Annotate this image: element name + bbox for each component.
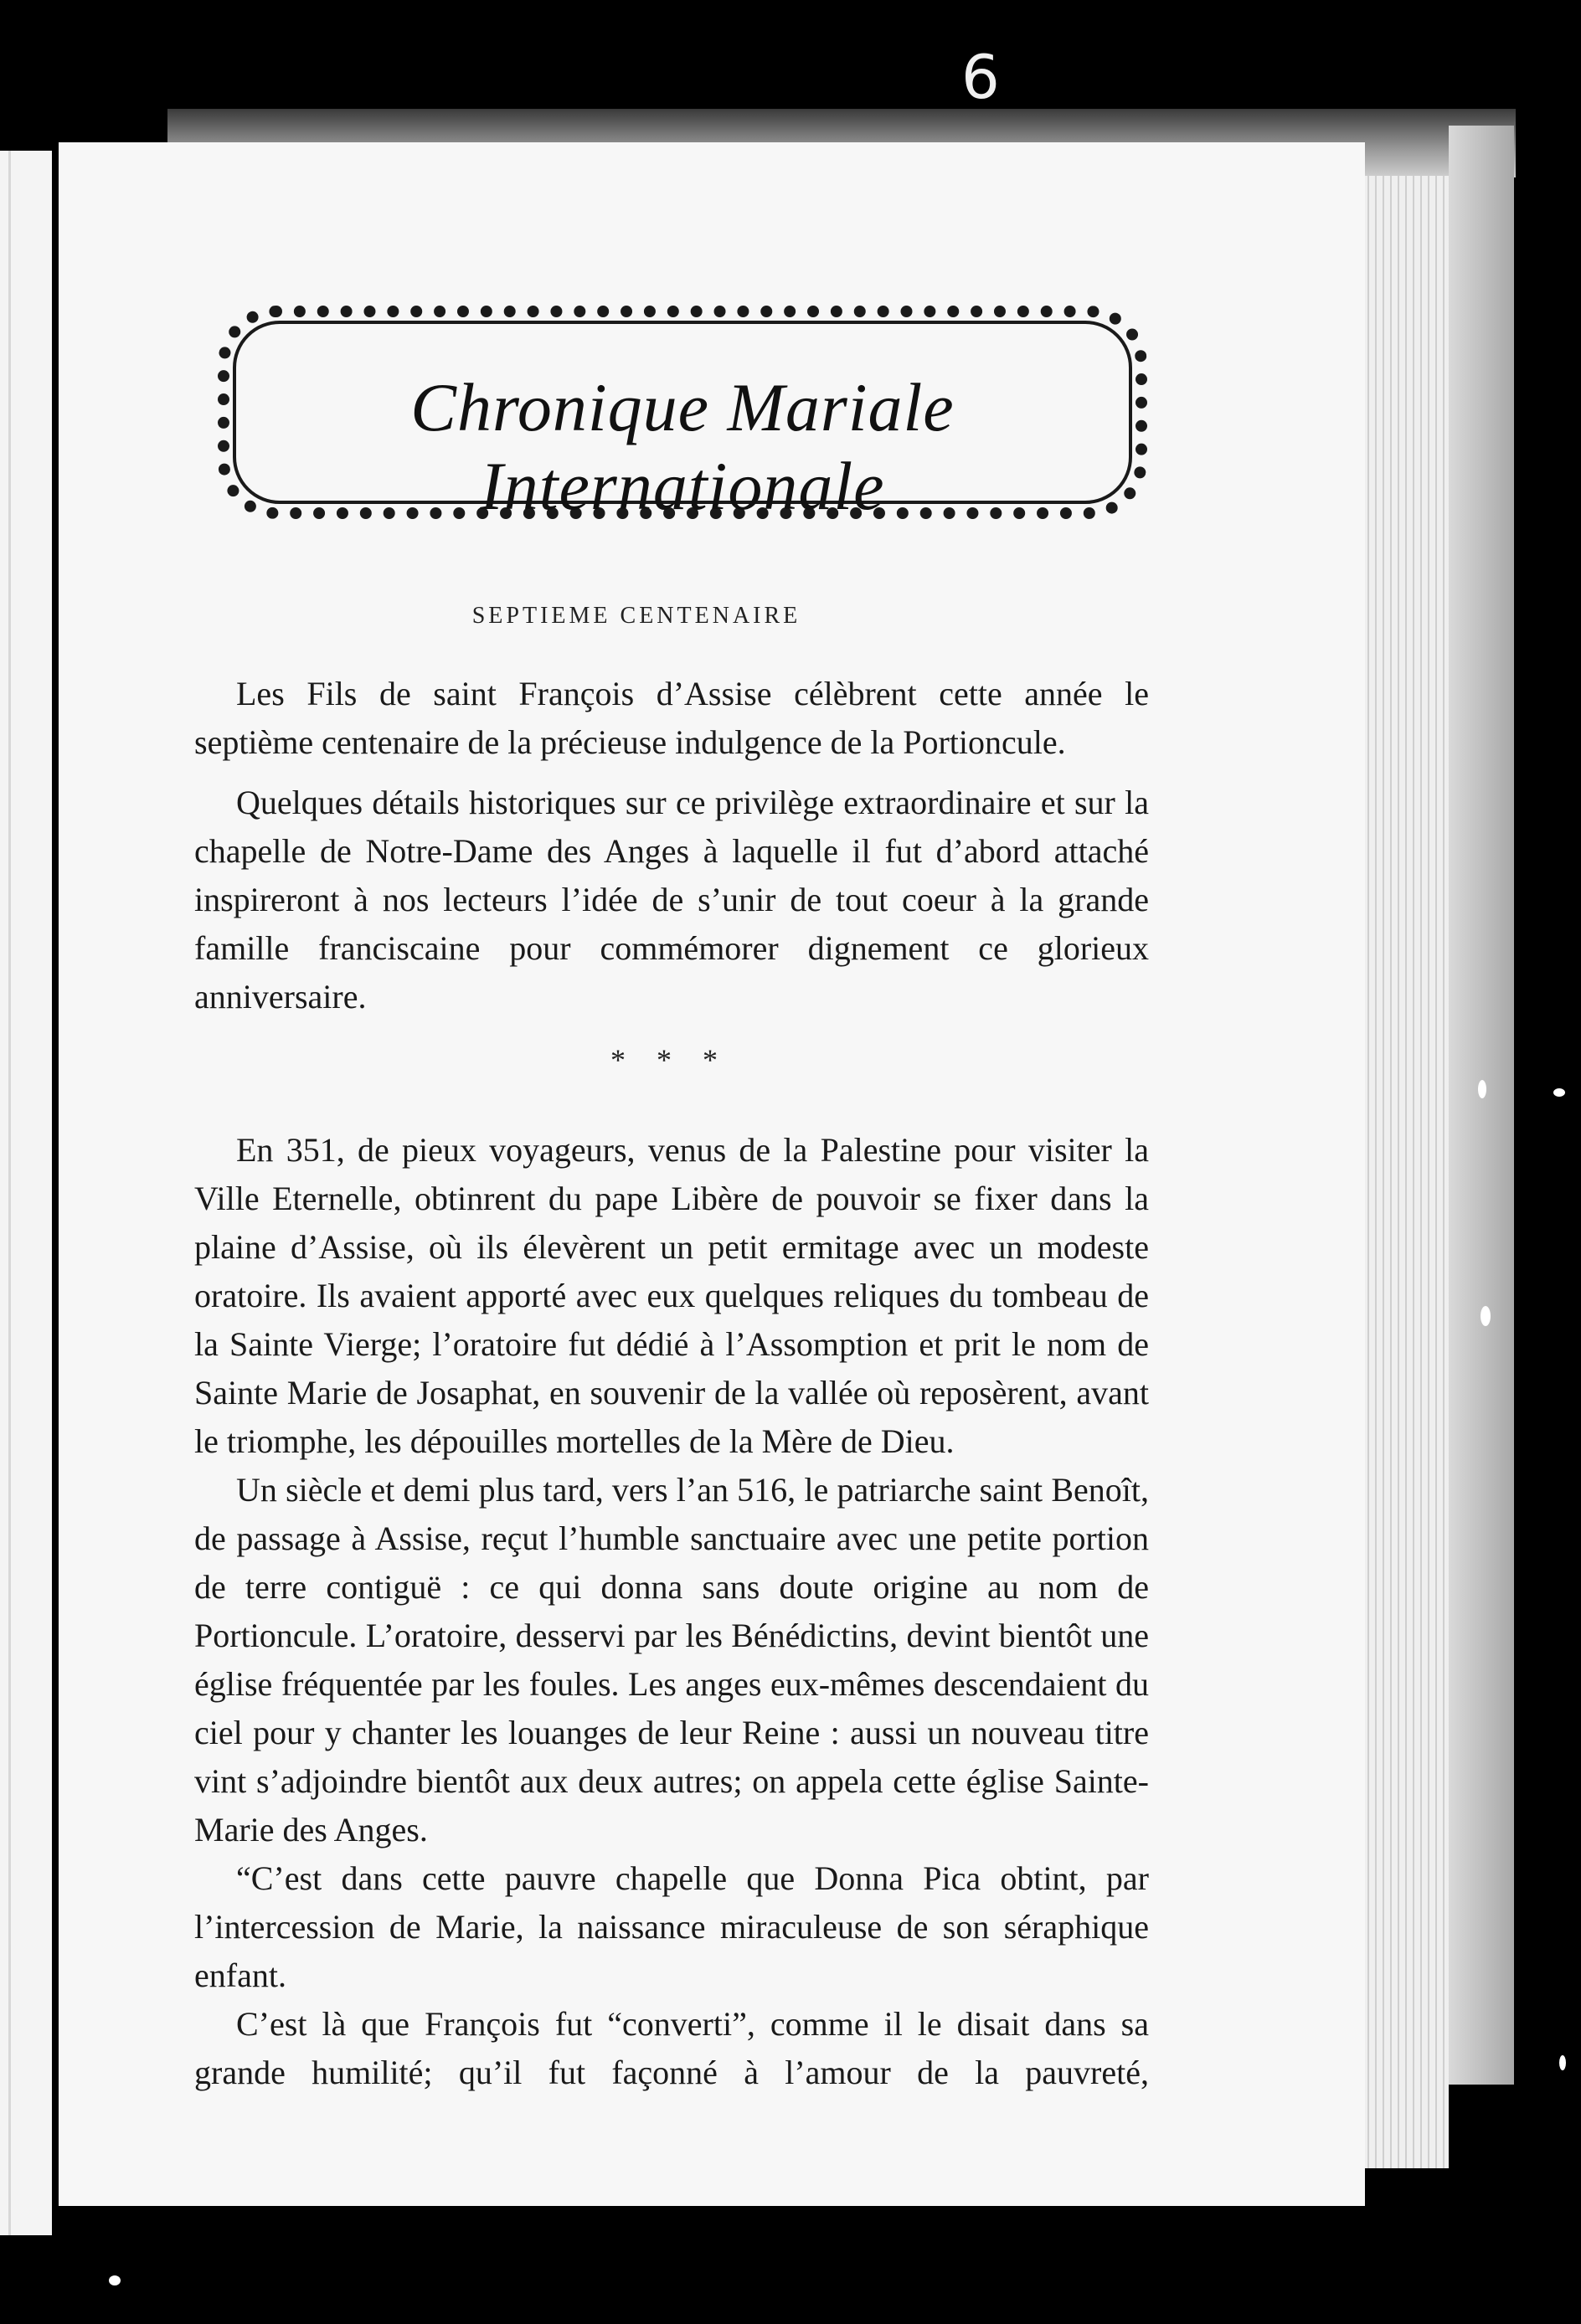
paragraph: “C’est dans cette pauvre chapelle que Donna Pica obtint, par l’intercession de Marie, la naissance miraculeuse de son séraphique enfant. xyxy=(194,1859,1149,1994)
scan-speck xyxy=(1478,1080,1486,1098)
page-title: Chronique Mariale Internationale xyxy=(410,369,955,524)
page-stack-right xyxy=(1449,126,1514,2085)
scan-speck xyxy=(1559,2055,1566,2070)
paragraph: C’est là que François fut “converti”, comme il le disait dans sa grande humilité; qu’il fut façonné à l’amour de la pauvreté, xyxy=(194,2005,1149,2091)
scan-speck xyxy=(109,2275,121,2285)
body-text xyxy=(194,1126,1149,2097)
facing-page-line xyxy=(8,151,11,2235)
paragraph: Un siècle et demi plus tard, vers l’an 516, le patriarche saint Benoît, de passage à Assise, reçut l’humble sanctuaire avec une petite portion de terre contiguë : ce qui donna sans doute origine au nom de Portioncule. L’oratoire, desservi par les Bénédictins, devint bientôt une église fréquentée par les foules. Les anges eux-mêmes descendaient du ciel pour y chanter les louanges de leur Reine : aussi un nouveau titre vint s’adjoindre bientôt aux deux autres; on appela cette église Sainte-Marie des Anges. xyxy=(194,1471,1149,1848)
paragraph: Quelques détails historiques sur ce privilège extraordinaire et sur la chapelle de Notre-Dame des Anges à laquelle il fut d’abord attaché inspireront à nos lecteurs l’idée de s’unir de tout coeur à la grande famille franciscaine pour commémorer dignement ce glorieux anniversaire. xyxy=(194,784,1149,1015)
paragraph: Les Fils de saint François d’Assise célèbrent cette année le septième centenaire de la précieuse indulgence de la Portioncule. xyxy=(194,675,1149,761)
scan-speck xyxy=(1481,1306,1491,1326)
paragraph: En 351, de pieux voyageurs, venus de la Palestine pour visiter la Ville Eternelle, obtinrent du pape Libère de pouvoir se fixer dans la plaine d’Assise, où ils élevèrent un petit ermitage avec un modeste oratoire. Ils avaient apporté avec eux quelques reliques du tombeau de la Sainte Vierge; l’oratoire fut dédié à l’Assomption et prit le nom de Sainte Marie de Josaphat, en souvenir de la vallée où reposèrent, avant le triomphe, les dépouilles mortelles de la Mère de Dieu. xyxy=(194,1131,1149,1460)
section-separator: * * * xyxy=(610,1043,729,1077)
intro-text xyxy=(194,670,1149,1021)
scan-speck xyxy=(1553,1088,1565,1097)
handwritten-page-mark: 6 xyxy=(961,42,1000,112)
section-heading: SEPTIEME CENTENAIRE xyxy=(471,603,801,629)
